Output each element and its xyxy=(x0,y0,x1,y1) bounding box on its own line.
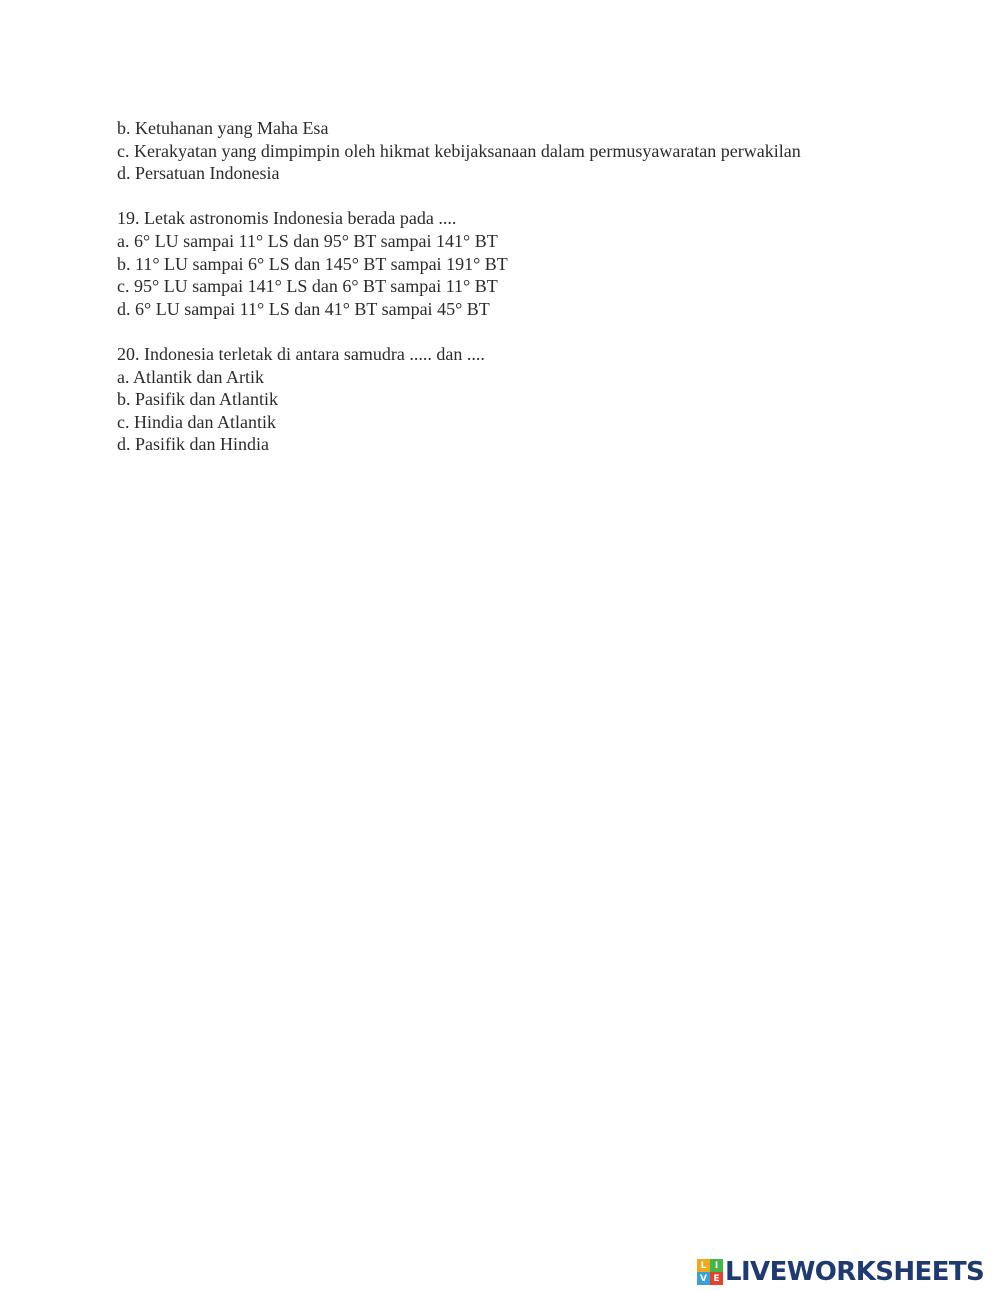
question-19-text: 19. Letak astronomis Indonesia berada pada .... xyxy=(117,208,457,229)
answer-option: c. Kerakyatan yang dimpimpin oleh hikmat kebijaksanaan dalam permusyawaratan perwakilan xyxy=(117,140,801,161)
answer-option: b. Pasifik dan Atlantik xyxy=(117,389,278,410)
worksheet-page xyxy=(117,117,957,456)
spacer xyxy=(117,320,957,343)
liveworksheets-logo-icon xyxy=(697,1259,723,1285)
answer-option: d. Persatuan Indonesia xyxy=(117,163,280,184)
answer-option: b. 11° LU sampai 6° LS dan 145° BT sampai 191° BT xyxy=(117,253,508,274)
brand-name: LIVEWORKSHEETS xyxy=(725,1257,985,1287)
answer-option: d. 6° LU sampai 11° LS dan 41° BT sampai 45° BT xyxy=(117,298,490,319)
logo-tile: L xyxy=(697,1259,710,1272)
question-20-text: 20. Indonesia terletak di antara samudra ..... dan .... xyxy=(117,343,485,364)
liveworksheets-brand[interactable] xyxy=(697,1255,984,1289)
answer-option: c. 95° LU sampai 141° LS dan 6° BT sampai 11° BT xyxy=(117,276,498,297)
answer-option: d. Pasifik dan Hindia xyxy=(117,434,269,455)
logo-tile: V xyxy=(697,1272,710,1285)
answer-option: a. 6° LU sampai 11° LS dan 95° BT sampai 141° BT xyxy=(117,230,498,251)
answer-option: b. Ketuhanan yang Maha Esa xyxy=(117,118,329,138)
answer-option: a. Atlantik dan Artik xyxy=(117,366,264,387)
spacer xyxy=(117,185,957,208)
answer-option: c. Hindia dan Atlantik xyxy=(117,411,276,432)
logo-tile: I xyxy=(710,1259,723,1272)
logo-tile: E xyxy=(710,1272,723,1285)
